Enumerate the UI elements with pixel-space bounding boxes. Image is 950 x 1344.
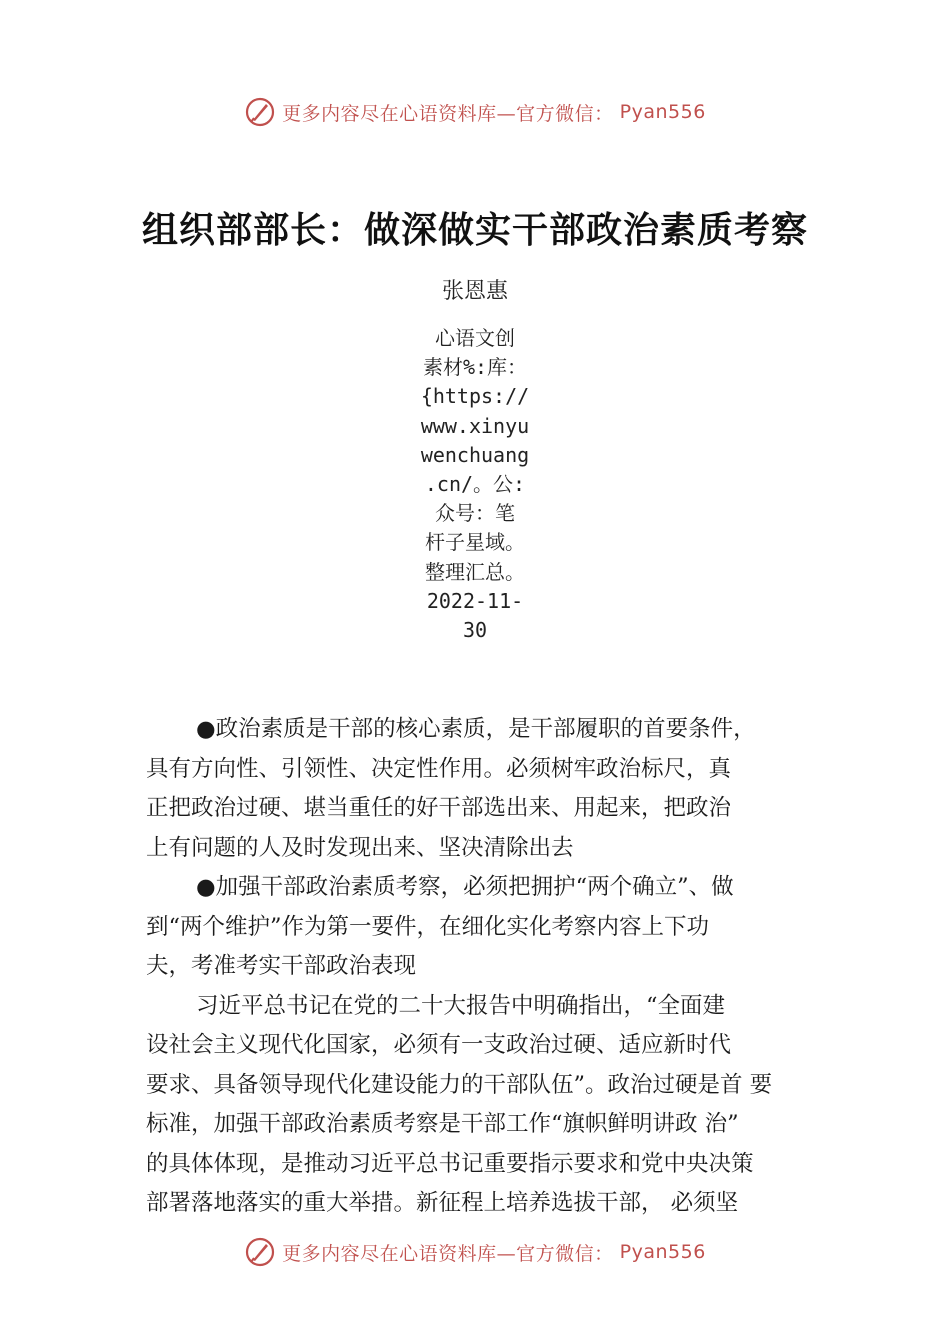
text-line: 要求、具备领导现代化建设能力的干部队伍”。政治过硬是首 要 [146,1071,773,1098]
text-line: 部署落地落实的重大举措。新征程上培养选拔干部， 必须坚 [146,1190,739,1216]
watermark-text: 更多内容尽在心语资料库—官方微信： [282,102,614,125]
watermark-wechat-id: Pyan556 [619,101,706,123]
text-line: 具有方向性、引领性、决定性作用。必须树牢政治标尺，真 [146,755,732,782]
meta-line: www.xinyu [420,413,530,438]
text-line: 到“两个维护”作为第一要件，在细化实化考察内容上下功 [146,913,710,940]
quill-pen-logo-icon [244,1236,276,1268]
meta-line: 心语文创 [435,326,515,350]
text-line: ●政治素质是干部的核心素质，是干部履职的首要条件， [196,716,756,742]
meta-line: 素材%:库： [422,355,528,380]
text-line: 的具体体现，是推动习近平总书记重要指示要求和党中央决策 [146,1150,754,1177]
meta-line: wenchuang [420,442,530,467]
article-title: 组织部部长：做深做实干部政治素质考察 [141,209,808,251]
quill-pen-logo-icon [244,96,276,128]
article-author: 张恩惠 [441,279,508,304]
article-body [146,710,830,1224]
watermark-wechat-id: Pyan556 [619,1241,706,1263]
text-line: 正把政治过硬、堪当重任的好干部选出来、用起来，把政治 [146,795,732,821]
meta-line: 整理汇总。 [425,559,525,584]
text-line: ●加强干部政治素质考察，必须把拥护“两个确立”、做 [196,874,734,900]
body-paragraph-1 [146,987,830,1224]
summary-paragraph-1 [146,710,830,868]
meta-line: 2022-11- [426,588,524,613]
meta-line: 杆子星域。 [425,530,525,555]
source-meta-block [412,324,538,645]
meta-line: .cn/。公: [424,472,526,497]
text-line: 夫，考准考实干部政治表现 [146,953,417,979]
summary-paragraph-2 [146,868,830,987]
meta-line: 30 [462,618,488,643]
text-line: 上有问题的人及时发现出来、坚决清除出去 [146,834,574,861]
header-watermark [0,96,950,128]
text-line: 设社会主义现代化国家，必须有一支政治过硬、适应新时代 [146,1032,732,1058]
text-line: 习近平总书记在党的二十大报告中明确指出，“全面建 [196,992,726,1019]
meta-line: {https:// [420,384,530,409]
meta-line: 众号：笔 [435,501,515,526]
watermark-text: 更多内容尽在心语资料库—官方微信： [282,1242,614,1265]
text-line: 标准，加强干部政治素质考察是干部工作“旗帜鲜明讲政 治” [146,1111,739,1137]
footer-watermark [0,1236,950,1268]
